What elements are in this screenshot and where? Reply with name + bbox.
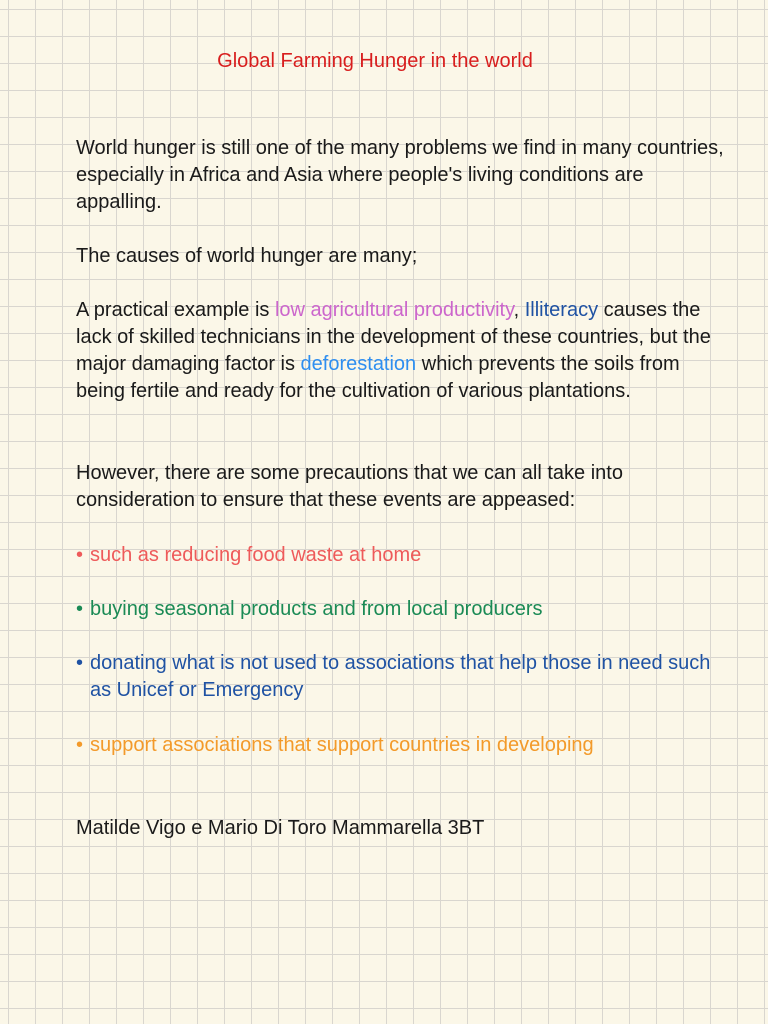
bullet-text: such as reducing food waste at home [90, 544, 422, 566]
example-intro-text: A practical example is [76, 299, 275, 321]
bullet-text: donating what is not used to associations that help those in need such as Unicef or Emergency [90, 652, 711, 701]
bullet-dot: • [76, 598, 84, 620]
bullet-item [76, 732, 716, 759]
illiteracy-highlight: Illiteracy [524, 299, 599, 321]
paragraph-intro: World hunger is still one of the many problems we find in many countries, especially in Africa and Asia where people's living conditions are appalling. [76, 137, 724, 213]
paragraph-example [76, 297, 726, 405]
low-productivity-highlight: low agricultural productivity [274, 299, 514, 321]
document-title: Global Farming Hunger in the world [217, 50, 533, 72]
bullet-dot: • [76, 652, 84, 674]
bullet-item [76, 542, 716, 569]
paragraph-causes: The causes of world hunger are many; [76, 245, 418, 267]
bullet-text: support associations that support countries in developing [90, 734, 594, 756]
deforestation-highlight: deforestation [300, 353, 417, 375]
bullet-dot: • [76, 734, 84, 756]
bullet-item [76, 596, 716, 623]
paragraph-precautions: However, there are some precautions that we can all take into consideration to ensure that these events are appeased: [76, 462, 623, 511]
bullet-text: buying seasonal products and from local producers [90, 598, 543, 620]
signature: Matilde Vigo e Mario Di Toro Mammarella 3BT [76, 817, 485, 839]
comma-text: , [513, 299, 525, 321]
example-middle-text: causes the lack of skilled technicians in the development of these countries, but the major damaging factor is [76, 299, 711, 375]
bullet-item [76, 650, 716, 704]
bullet-dot: • [76, 544, 84, 566]
example-end-text: which prevents the soils from being fertile and ready for the cultivation of various plantations. [76, 353, 680, 402]
